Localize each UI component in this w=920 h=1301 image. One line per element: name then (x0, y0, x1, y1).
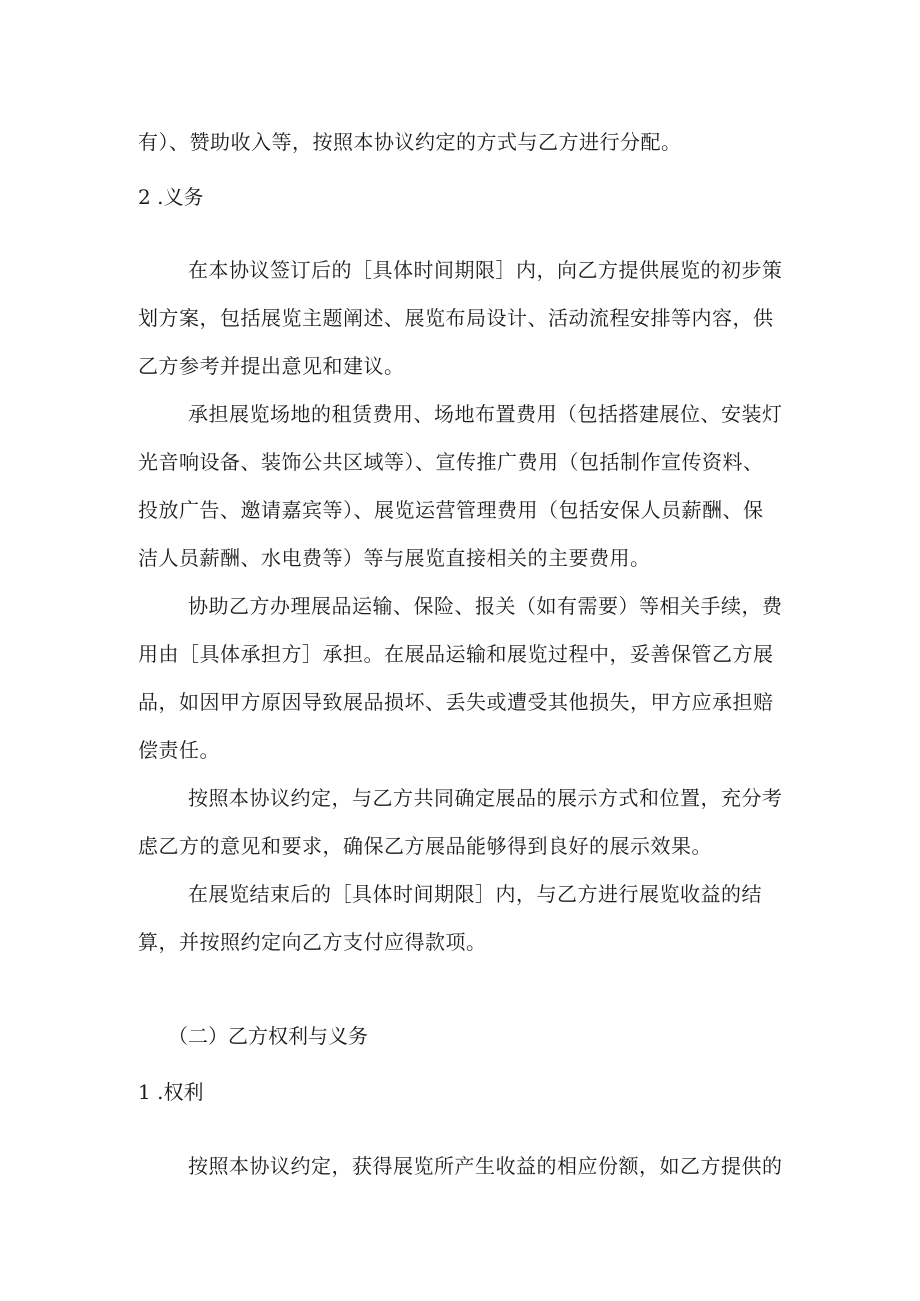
paragraph-line: 承担展览场地的租赁费用、场地布置费用（包括搭建展位、安装灯 (188, 402, 783, 426)
paragraph-line: 划方案，包括展览主题阐述、展览布局设计、活动流程安排等内容，供 (138, 306, 774, 330)
paragraph-line: 算，并按照约定向乙方支付应得款项。 (138, 930, 487, 954)
section-heading-obligations: 2 .义务 (138, 185, 204, 209)
section-heading-party-b: （二）乙方权利与义务 (168, 1024, 368, 1048)
paragraph-line: 在本协议签订后的［具体时间期限］内，向乙方提供展览的初步策 (188, 258, 783, 282)
paragraph-line: 投放广告、邀请嘉宾等）、展览运营管理费用（包括安保人员薪酬、保 (138, 498, 764, 522)
paragraph-line: 协助乙方办理展品运输、保险、报关（如有需要）等相关手续，费 (188, 594, 783, 618)
paragraph-line: 按照本协议约定，与乙方共同确定展品的展示方式和位置，充分考 (188, 786, 783, 810)
paragraph-line: 偿责任。 (138, 738, 220, 762)
continuation-line: 有）、赞助收入等，按照本协议约定的方式与乙方进行分配。 (138, 130, 682, 154)
paragraph-line: 虑乙方的意见和要求，确保乙方展品能够得到良好的展示效果。 (138, 834, 712, 858)
paragraph-line: 品，如因甲方原因导致展品损坏、丢失或遭受其他损失，甲方应承担赔 (138, 690, 774, 714)
paragraph-line: 用由［具体承担方］承担。在展品运输和展览过程中，妥善保管乙方展 (138, 642, 774, 666)
paragraph-line: 光音响设备、装饰公共区域等）、宣传推广费用（包括制作宣传资料、 (138, 450, 764, 474)
paragraph-line: 按照本协议约定，获得展览所产生收益的相应份额，如乙方提供的 (188, 1154, 783, 1178)
section-heading-rights: 1 .权利 (138, 1080, 204, 1104)
paragraph-line: 洁人员薪酬、水电费等）等与展览直接相关的主要费用。 (138, 546, 651, 570)
paragraph-line: 在展览结束后的［具体时间期限］内，与乙方进行展览收益的结 (188, 882, 762, 906)
paragraph-line: 乙方参考并提出意见和建议。 (138, 354, 405, 378)
